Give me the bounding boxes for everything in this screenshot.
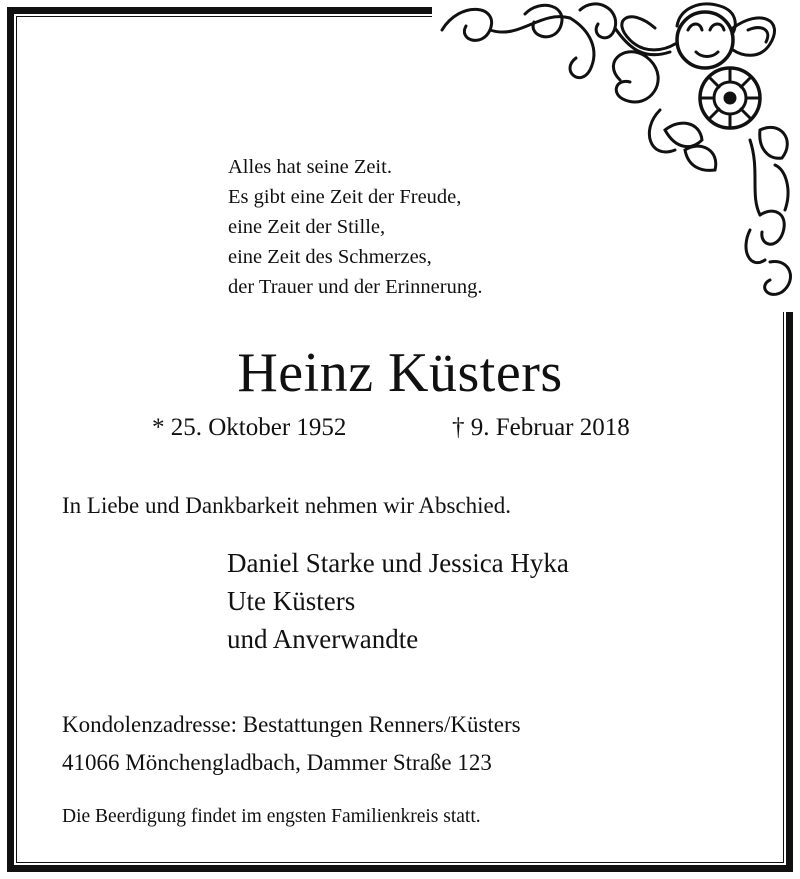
funeral-note: Die Beerdigung findet im engsten Familienkreis statt.: [62, 806, 481, 827]
poem-line: der Trauer und der Erinnerung.: [228, 276, 483, 298]
poem-line: Es gibt eine Zeit der Freude,: [228, 186, 462, 208]
birth-date: * 25. Oktober 1952: [152, 414, 347, 441]
poem: [228, 152, 482, 302]
death-date: † 9. Februar 2018: [452, 414, 630, 441]
address-line: Kondolenzadresse: Bestattungen Renners/Küsters: [62, 712, 521, 737]
mourner-line: und Anverwandte: [227, 624, 419, 654]
farewell-text: In Liebe und Dankbarkeit nehmen wir Abschied.: [62, 493, 512, 518]
angel-floral-corner-icon: [430, 0, 800, 310]
poem-line: eine Zeit der Stille,: [228, 216, 386, 238]
address-line: 41066 Mönchengladbach, Dammer Straße 123: [62, 750, 492, 775]
mourners-list: [227, 544, 569, 658]
mourner-line: Daniel Starke und Jessica Hyka: [227, 548, 569, 578]
deceased-name: Heinz Küsters: [237, 342, 563, 404]
poem-line: Alles hat seine Zeit.: [228, 156, 392, 178]
poem-line: eine Zeit des Schmerzes,: [228, 246, 432, 268]
condolence-address: [62, 706, 521, 782]
mourner-line: Ute Küsters: [227, 586, 356, 616]
